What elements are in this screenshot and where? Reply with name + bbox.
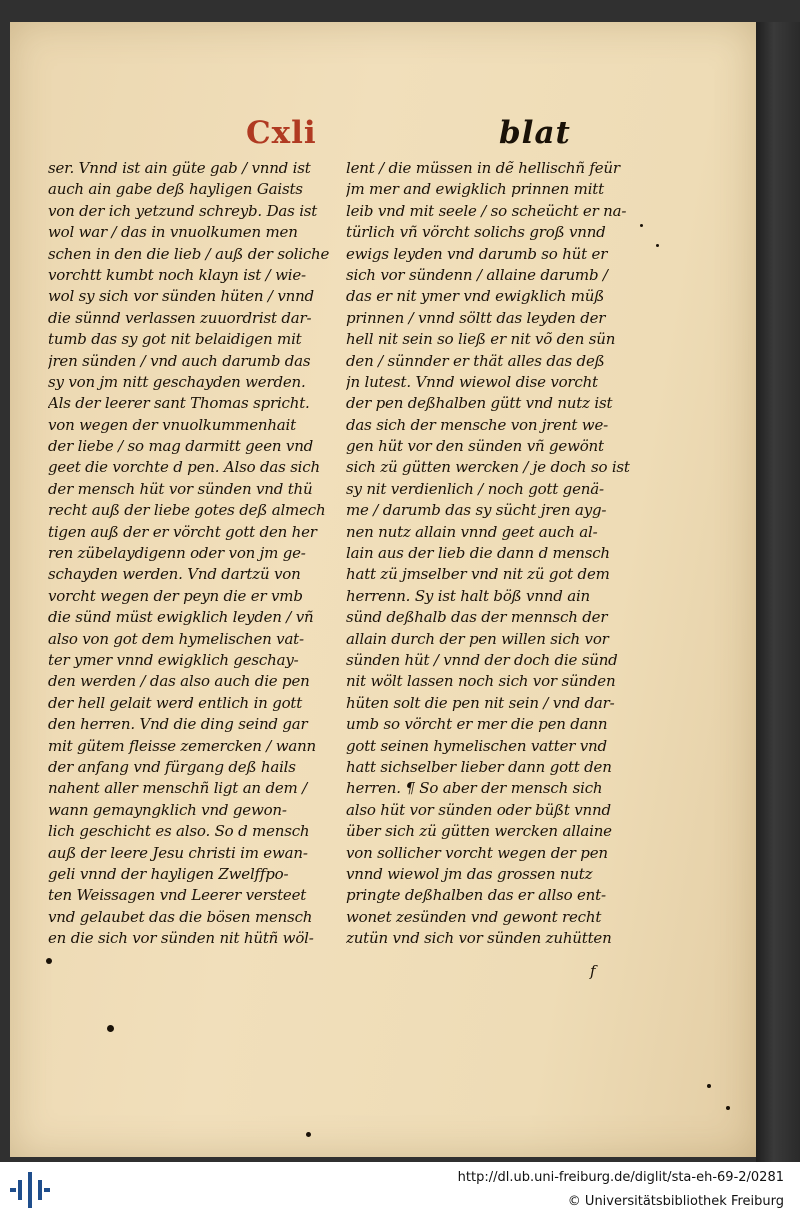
text-line: vnd gelaubet das die bösen mensch <box>48 907 313 926</box>
ink-speck <box>726 1106 730 1110</box>
text-line: der mensch hüt vor sünden vnd thü <box>48 479 313 498</box>
folio-label: blat <box>499 115 571 151</box>
text-line: sünden hüt / vnnd der doch die sünd <box>346 650 618 669</box>
text-line: der pen deßhalben gütt vnd nutz ist <box>346 394 613 413</box>
folio-number: Cxli <box>246 115 317 151</box>
text-line: von der ich yetzund schreyb. Das ist <box>48 201 318 220</box>
text-line: von sollicher vorcht wegen der pen <box>346 843 608 862</box>
text-line: lent / die müssen in dẽ hellischñ feür <box>346 159 620 177</box>
text-line: umb so vörcht er mer die pen dann <box>346 715 608 734</box>
text-line: der anfang vnd fürgang deß hails <box>48 757 296 776</box>
text-line: jn lutest. Vnnd wiewol dise vorcht <box>346 372 598 391</box>
permalink[interactable]: http://dl.ub.uni-freiburg.de/diglit/sta-eh-69-2/0281 <box>457 1170 784 1185</box>
text-line: nahent aller menschñ ligt an dem / <box>48 779 307 798</box>
text-line: also von got dem hymelischen vat- <box>48 629 304 648</box>
text-line: auß der leere Jesu christi im ewan- <box>48 843 308 862</box>
text-line: en die sich vor sünden nit hütñ wöl- <box>48 929 314 948</box>
text-line: wol sy sich vor sünden hüten / vnnd <box>48 287 314 306</box>
ink-speck <box>107 1025 114 1032</box>
text-line: herrenn. Sy ist halt böß vnnd ain <box>346 586 591 605</box>
text-line: hell nit sein so ließ er nit võ den sün <box>346 330 616 349</box>
page-edge <box>756 22 800 1162</box>
text-line: Als der leerer sant Thomas spricht. <box>48 394 310 413</box>
text-line: vorcht wegen der peyn die er vmb <box>48 586 303 605</box>
text-line: die sünd müst ewigklich leyden / vñ <box>48 608 314 627</box>
text-line: sich zü gütten wercken / je doch so ist <box>346 458 630 477</box>
text-line: vorchtt kumbt noch klayn ist / wie- <box>48 265 306 284</box>
text-line: der liebe / so mag darmitt geen vnd <box>48 437 314 456</box>
ink-speck <box>306 1132 311 1137</box>
text-line: den herren. Vnd die ding seind gar <box>48 715 308 734</box>
text-line: von wegen der vnuolkummenhait <box>48 415 296 434</box>
text-line: geet die vorchte d pen. Also das sich <box>48 458 320 477</box>
text-line: hüten solt die pen nit sein / vnd dar- <box>346 693 615 712</box>
text-line: auch ain gabe deß hayligen Gaists <box>48 180 303 199</box>
library-logo-icon[interactable] <box>10 1170 50 1210</box>
text-line: jren sünden / vnd auch darumb das <box>48 351 311 370</box>
text-line: lich geschicht es also. So d mensch <box>48 822 310 841</box>
text-line: hatt zü jmselber vnd nit zü got dem <box>346 565 610 584</box>
text-line: ren zübelaydigenn oder von jm ge- <box>48 544 306 563</box>
text-column-right <box>346 158 634 949</box>
text-line: geli vnnd der hayligen Zwelffpo- <box>48 864 289 883</box>
viewer-footer <box>0 1162 800 1218</box>
text-line: gott seinen hymelischen vatter vnd <box>346 736 607 755</box>
text-line: leib vnd mit seele / so scheücht er na- <box>346 201 627 220</box>
copyright-notice: © Universitätsbibliothek Freiburg <box>567 1194 784 1209</box>
text-line: wonet zesünden vnd gewont recht <box>346 907 602 926</box>
text-line: me / darumb das sy sücht jren ayg- <box>346 501 607 520</box>
text-line: ten Weissagen vnd Leerer versteet <box>48 886 307 905</box>
text-line: prinnen / vnnd söltt das leyden der <box>346 308 606 327</box>
text-line: sy von jm nitt geschayden werden. <box>48 372 306 391</box>
signature-mark: f <box>590 962 596 980</box>
ink-speck <box>707 1084 711 1088</box>
text-line: den / sünnder er thät alles das deß <box>346 351 605 370</box>
text-line: mit gütem fleisse zemercken / wann <box>48 736 317 755</box>
text-line: schen in den die lieb / auß der soliche <box>48 244 330 263</box>
text-line: tumb das sy got nit belaidigen mit <box>48 330 302 349</box>
text-line: tigen auß der er vörcht gott den her <box>48 522 317 541</box>
ink-speck <box>46 958 52 964</box>
text-line: nit wölt lassen noch sich vor sünden <box>346 672 616 691</box>
text-line: jm mer and ewigklich prinnen mitt <box>346 180 604 199</box>
text-line: also hüt vor sünden oder büßt vnnd <box>346 800 611 819</box>
ink-speck <box>656 244 659 247</box>
text-line: recht auß der liebe gotes deß almech <box>48 501 326 520</box>
text-line: ter ymer vnnd ewigklich geschay- <box>48 650 299 669</box>
text-line: die sünnd verlassen zuuordrist dar- <box>48 308 312 327</box>
text-line: den werden / das also auch die pen <box>48 672 310 691</box>
text-line: gen hüt vor den sünden vñ gewönt <box>346 437 604 456</box>
text-line: über sich zü gütten wercken allaine <box>346 822 612 841</box>
text-line: wol war / das in vnuolkumen men <box>48 223 298 242</box>
text-line: pringte deßhalben das er allso ent- <box>346 886 606 905</box>
ink-speck <box>640 224 643 227</box>
text-line: ser. Vnnd ist ain güte gab / vnnd ist <box>48 159 311 177</box>
text-line: schayden werden. Vnd dartzü von <box>48 565 301 584</box>
text-line: hatt sichselber lieber dann gott den <box>346 757 612 776</box>
text-line: türlich vñ vörcht solichs groß vnnd <box>346 223 606 242</box>
text-line: sünd deßhalb das der mennsch der <box>346 608 608 627</box>
text-line: nen nutz allain vnnd geet auch al- <box>346 522 598 541</box>
text-line: ewigs leyden vnd darumb so hüt er <box>346 244 608 263</box>
text-column-left <box>48 158 336 949</box>
text-line: das er nit ymer vnd ewigklich müß <box>346 287 605 306</box>
text-line: zutün vnd sich vor sünden zuhütten <box>346 929 612 948</box>
text-line: sy nit verdienlich / noch gott genä- <box>346 479 604 498</box>
text-line: allain durch der pen willen sich vor <box>346 629 609 648</box>
text-line: vnnd wiewol jm das grossen nutz <box>346 864 593 883</box>
text-line: lain aus der lieb die dann d mensch <box>346 544 610 563</box>
text-line: das sich der mensche von jrent we- <box>346 415 608 434</box>
text-line: der hell gelait werd entlich in gott <box>48 693 303 712</box>
text-line: sich vor sündenn / allaine darumb / <box>346 265 608 284</box>
text-line: herren. ¶ So aber der mensch sich <box>346 779 603 798</box>
text-line: wann gemayngklich vnd gewon- <box>48 800 287 819</box>
